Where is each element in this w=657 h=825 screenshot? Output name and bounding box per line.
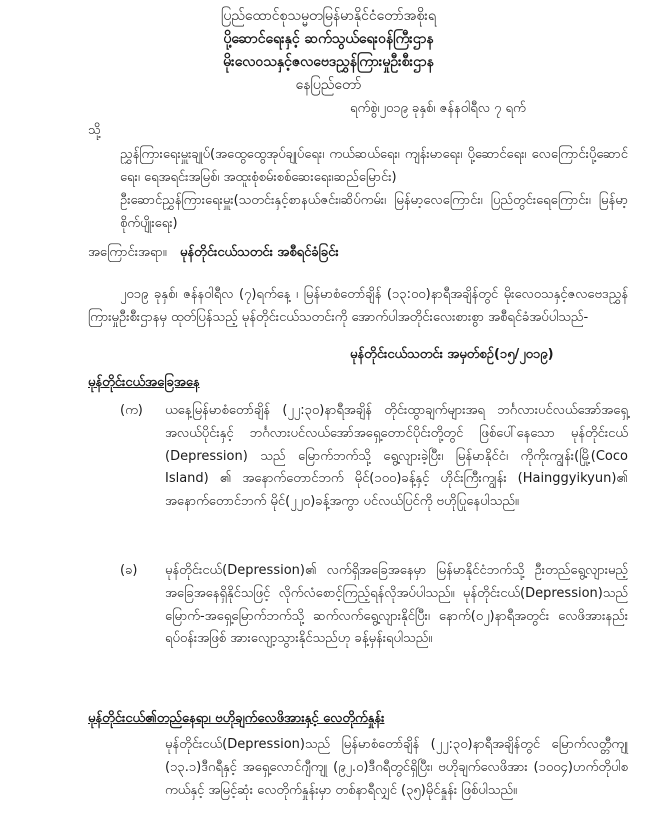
position-paragraph: မုန်တိုင်းငယ်(Depression)သည် မြန်မာစံတော်ချိန် (၂၂:၃၀)နာရီအချိန်တွင် မြောက်လတ္တီကျု (၁၃.၁)ဒီဂရီနှင့် အရှေ့လောင်ဂျီကျု (၉၂.၀)ဒီဂရီတွင်ရှိပြီး၊ ဗဟိုချက်လေဖိအား (၁၀၀၄)ဟက်တိုပါစကယ်နှင့် အမြင့်ဆုံး လေတိုက်နှုန်းမှာ တစ်နာရီလျှင် (၃၅)မိုင်နှုန်း ဖြစ်ပါသည်။ [165, 737, 628, 798]
item-kha-label: (ခ) [120, 563, 138, 578]
document-date: ရက်စွဲ၊၂၀၁၉ ခုနှစ်၊ ဇန်နဝါရီလ ၇ ရက် [350, 101, 526, 116]
header-ministry: ပို့ဆောင်ရေးနှင့် ဆက်သွယ်ရေးဝန်ကြီးဌာန [223, 31, 434, 47]
item-ka-label: (က) [120, 403, 143, 418]
item-kha-text: မုန်တိုင်းငယ်(Depression)၏ လက်ရှိအခြေအနေမှာ မြန်မာနိုင်ငံဘက်သို့ ဦးတည်ရွေ့လျားမည့် အခြေအနေရှိနိုင်သဖြင့် လိုက်လံစောင့်ကြည့်ရန်လိုအပ်ပါသည်။ မုန်တိုင်းငယ်(Depression)သည် မြောက်-အရှေ့မြောက်ဘက်သို့ ဆက်လက်ရွေ့လျားနိုင်ပြီး၊ နောက်(၀၂)နာရီအတွင်း လေဖိအားနည်းရပ်ဝန်းအဖြစ် အားလျော့သွားနိုင်သည်ဟု ခန့်မှန်းရပါသည်။ [165, 563, 628, 647]
subject-text: မုန်တိုင်းငယ်သတင်း အစီရင်ခံခြင်း [180, 245, 339, 260]
bulletin-number: မုန်တိုင်းငယ်သတင်း အမှတ်စဉ်(၁၅/၂၀၁၉) [350, 347, 554, 362]
section-heading-status: မုန်တိုင်းငယ်အခြေအနေ [88, 375, 200, 390]
to-label: သို့ [88, 123, 101, 138]
subject-label: အကြောင်းအရာ။ [88, 245, 167, 260]
item-ka-text: ယနေ့မြန်မာစံတော်ချိန် (၂၂:၃၀)နာရီအချိန် တိုင်းထွာချက်များအရ ဘင်္ဂလားပင်လယ်အော်အရှေ့အလယ်ပိုင်းနှင့် ဘင်္ဂလားပင်လယ်အော်အရှေ့တောင်ပိုင်းတို့တွင် ဖြစ်ပေါ်နေသော မုန်တိုင်းငယ် (Depression) သည် မြောက်ဘက်သို့ ရွေ့လျားခဲ့ပြီး၊ မြန်မာနိုင်ငံ၊ ကိုကိုးကျွန်း(မြို့(Coco Island) ၏ အနောက်တောင်ဘက် မိုင်(၁၀၀)ခန့်နှင့် ဟိုင်းကြီးကျွန်း (Hainggyikyun)၏ အနောက်တောင်ဘက် မိုင်(၂၂၀)ခန့်အကွာ ပင်လယ်ပြင်ကို ဗဟိုပြုနေပါသည်။ [165, 403, 628, 509]
header-government: ပြည်ထောင်စုသမ္မတမြန်မာနိုင်ငံတော်အစိုးရ [221, 8, 436, 24]
recipients-second: ဦးဆောင်ညွှန်ကြားရေးမှူး(သတင်းနှင့်စာနယ်ဇင်း၊ဆိပ်ကမ်း၊ မြန်မာ့လေကြောင်း၊ ပြည်တွင်းရေကြောင်း၊ မြန်မာ့စိုက်ပျိုးရေး) [120, 193, 628, 231]
header-department: မိုးလေဝသနှင့်ဇလဗေဒညွှန်ကြားမှုဦးစီးဌာန [223, 54, 434, 70]
intro-paragraph: ၂၀၁၉ ခုနှစ်၊ ဇန်နဝါရီလ (၇)ရက်နေ့ ၊ မြန်မာစံတော်ချိန် (၁၃:၀၀)နာရီအချိန်တွင် မိုးလေဝသနှင့်ဇလဗေဒညွှန်ကြားမှုဦးစီးဌာနမှ ထုတ်ပြန်သည့် မုန်တိုင်းငယ်သတင်းကို အောက်ပါအတိုင်းလေးစားစွာ အစီရင်ခံအပ်ပါသည်- [88, 287, 628, 325]
section-heading-position: မုန်တိုင်းငယ်၏တည်နေရာ၊ ဗဟိုချက်လေဖိအားနှင့် လေတိုက်နှုန်း [88, 711, 385, 726]
recipients-first: ညွှန်ကြားရေးမှူးချုပ်(အထွေထွေအုပ်ချုပ်ရေး၊ ကယ်ဆယ်ရေး၊ ကျန်းမာရေး၊ ပို့ဆောင်ရေး၊ လေကြောင်းပို့ဆောင်ရေး၊ ရေအရင်းအမြစ်၊ အထူးစုံစမ်းစစ်ဆေးရေး၊ဆည်မြောင်း) [120, 147, 628, 185]
header-location: နေပြည်တော် [295, 77, 362, 93]
